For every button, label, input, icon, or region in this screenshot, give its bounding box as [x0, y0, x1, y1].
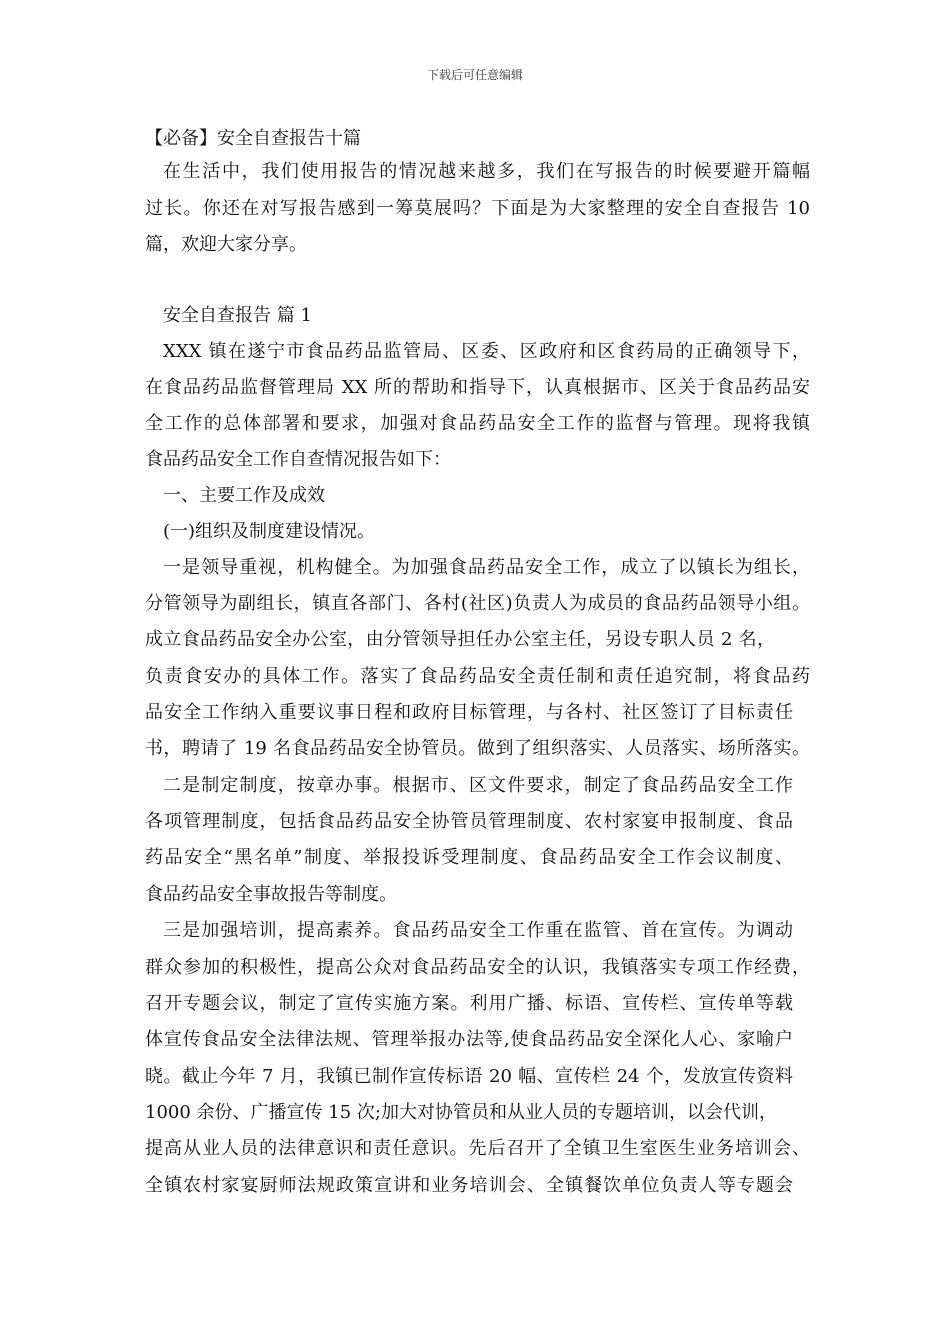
intro-line: 篇，欢迎大家分享。 [145, 234, 307, 255]
paragraph-line: 品安全工作纳入重要议事日程和政府目标管理，与各村、社区签订了目标责任 [145, 702, 793, 723]
section-heading: 安全自查报告 篇 1 [163, 305, 312, 326]
paragraph-line: 提高从业人员的法律意识和责任意识。先后召开了全镇卫生室医生业务培训会、 [145, 1138, 810, 1159]
paragraph-line: 晓。截止今年 7 月，我镇已制作宣传标语 20 幅、宣传栏 24 个，发放宣传资料 [145, 1066, 793, 1087]
paragraph-line: 分管领导为副组长，镇直各部门、各村(社区)负责人为成员的食品药品领导小组。 [145, 593, 810, 614]
paragraph-line: 召开专题会议，制定了宣传实施方案。利用广播、标语、宣传栏、宣传单等载 [145, 993, 793, 1014]
paragraph-line: 体宣传食品安全法律法规、管理举报办法等,使食品药品安全深化人心、家喻户 [145, 1029, 793, 1050]
document-title: 【必备】安全自查报告十篇 [145, 128, 361, 149]
paragraph-line: 全工作的总体部署和要求，加强对食品药品安全工作的监督与管理。现将我镇 [145, 413, 810, 434]
paragraph-line: 一是领导重视，机构健全。为加强食品药品安全工作，成立了以镇长为组长， [163, 557, 810, 578]
subheading: (一)组织及制度建设情况。 [163, 521, 376, 542]
paragraph-line: 书，聘请了 19 名食品药品安全协管员。做到了组织落实、人员落实、场所落实。 [145, 738, 810, 759]
paragraph-line: 二是制定制度，按章办事。根据市、区文件要求，制定了食品药品安全工作 [163, 775, 793, 796]
paragraph-line: 在食品药品监督管理局 XX 所的帮助和指导下，认真根据市、区关于食品药品安 [145, 377, 810, 398]
subheading: 一、主要工作及成效 [163, 485, 325, 506]
paragraph-line: 食品药品安全事故报告等制度。 [145, 884, 397, 905]
paragraph-line: 成立食品药品安全办公室，由分管领导担任办公室主任，另设专职人员 2 名， [145, 629, 775, 650]
paragraph-line: 三是加强培训，提高素养。食品药品安全工作重在监管、首在宣传。为调动 [163, 920, 793, 941]
paragraph-line: XXX 镇在遂宁市食品药品监管局、区委、区政府和区食药局的正确领导下， [163, 341, 810, 362]
paragraph-line: 群众参加的积极性，提高公众对食品药品安全的认识，我镇落实专项工作经费， [145, 957, 810, 978]
paragraph-line: 食品药品安全工作自查情况报告如下： [145, 449, 451, 470]
paragraph-line: 负责食安办的具体工作。落实了食品药品安全责任制和责任追究制，将食品药 [145, 666, 810, 687]
paragraph-line: 1000 余份、广播宣传 15 次;加大对协管员和从业人员的专题培训，以会代训， [145, 1102, 777, 1123]
paragraph-line: 药品安全“黑名单”制度、举报投诉受理制度、食品药品安全工作会议制度、 [145, 847, 793, 868]
intro-line: 在生活中，我们使用报告的情况越来越多，我们在写报告的时候要避开篇幅 [163, 161, 810, 182]
paragraph-line: 各项管理制度，包括食品药品安全协管员管理制度、农村家宴申报制度、食品 [145, 811, 793, 832]
paragraph-line: 全镇农村家宴厨师法规政策宣讲和业务培训会、全镇餐饮单位负责人等专题会 [145, 1175, 793, 1196]
page-header-note: 下载后可任意编辑 [426, 68, 523, 82]
intro-line: 过长。你还在对写报告感到一筹莫展吗？下面是为大家整理的安全自查报告 10 [145, 198, 810, 219]
